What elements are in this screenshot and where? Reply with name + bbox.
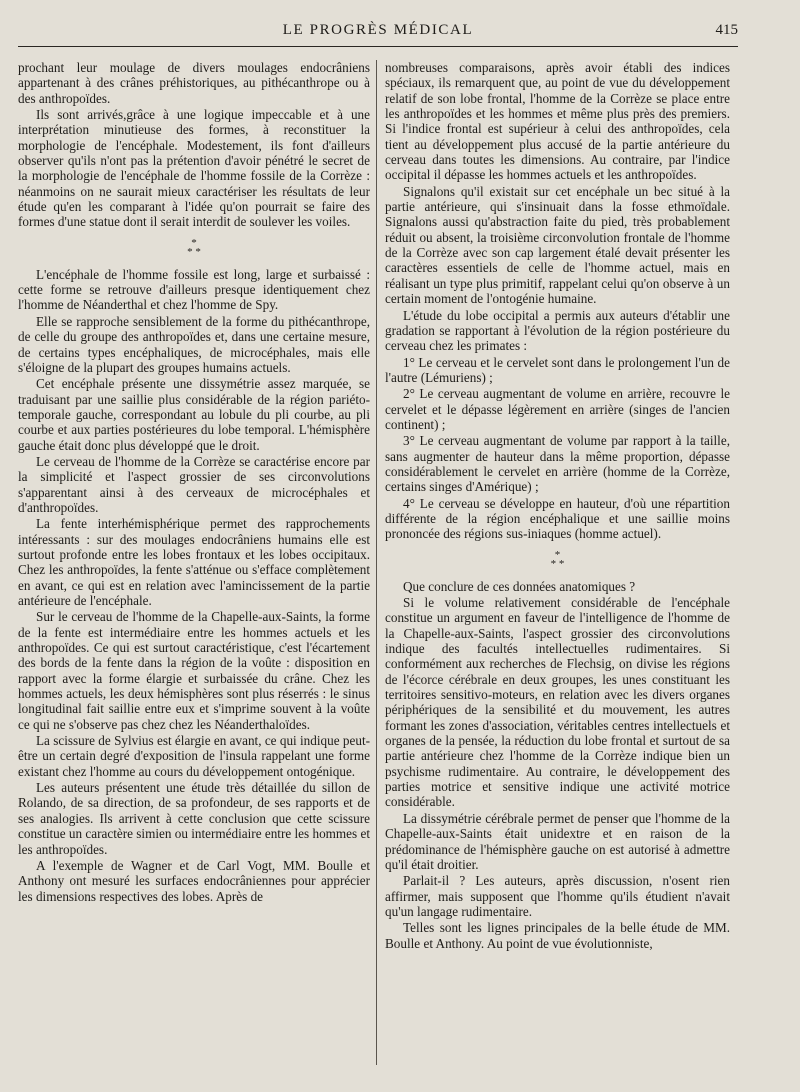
paragraph: Elle se rapproche sensiblement de la forme du pithécanthrope, de celle du groupe des anthropoïdes et, dans une certaine mesure, de certains types encéphaliques, de microcéphales, mais elle s'éloigne de la plupart des groupes humains actuels.	[18, 313, 370, 375]
paragraph: Le cerveau de l'homme de la Corrèze se caractérise encore par la simplicité et l'aspect grossier de ses circonvolutions s'apparentant ainsi à des cerveaux de microcéphales et d'anthropoïdes.	[18, 453, 370, 515]
paragraph: Signalons qu'il existait sur cet encéphale un bec situé à la partie antérieure, qui s'insinuait dans la fosse ethmoïdale. Signalons aussi qu'abstraction faite du pied, très probablement réduit ou absent, la troisième circonvolution frontale de l'homme de la Corrèze avec son cap largement étalé devait présenter les caractères essentiels de celle de l'homme actuel, mais en réalisant un type plus primitif, rappelant celui qu'on observe à un certain moment de l'ontogénie humaine.	[385, 183, 730, 307]
paragraph: L'encéphale de l'homme fossile est long, large et surbaissé : cette forme se retrouve d'ailleurs presque identiquement chez l'homme de Néanderthal et chez l'homme de Spy.	[18, 266, 370, 313]
asterism-bottom: * *	[550, 557, 565, 570]
paragraph: nombreuses comparaisons, après avoir établi des indices spéciaux, ils remarquent que, au point de vue du développement relatif de son lobe frontal, l'homme de la Corrèze se place entre les anthropoïdes et les hommes et même plus près des premiers. Si l'indice frontal est supérieur à celui des anthropoïdes, cela tient au développement plus accusé de la partie antérieure du cerveau dans toutes les dimensions. Au contraire, par l'indice occipital il dépasse les hommes actuels et les anthropoïdes.	[385, 60, 730, 183]
page-number: 415	[715, 22, 738, 38]
paragraph: La scissure de Sylvius est élargie en avant, ce qui indique peut-être un certain degré d'exposition de l'insula rappelant une forme existant chez l'homme au cours du développement ontogénique.	[18, 733, 370, 779]
list-item: 3° Le cerveau augmentant de volume par rapport à la taille, sans augmenter de hauteur dans la même proportion, dépasse considérablement le cervelet en arrière (homme de la Corrèze, certains singes d'Amérique) ;	[385, 433, 730, 495]
paragraph: La fente interhémisphérique permet des rapprochements intéressants : sur des moulages endocrâniens humains elle est surtout profonde entre les lobes frontaux et les lobes occipitaux. Chez les anthropoïdes, la fente s'atténue ou s'efface complètement en avant, ce qui est en relation avec l'amincissement de la partie antérieure de l'encéphale.	[18, 516, 370, 608]
paragraph: prochant leur moulage de divers moulages endocrâniens appartenant à des crânes préhistoriques, au pithécanthrope ou à des anthropoïdes.	[18, 60, 370, 106]
left-column	[18, 60, 370, 904]
column-divider	[376, 60, 377, 1065]
paragraph: Les auteurs présentent une étude très détaillée du sillon de Rolando, de sa direction, de sa profondeur, de ses rapports et de ses analogies. Ils arrivent à cette conclusion que cette scissure constitue un caractère simien ou intermédiaire entre les hommes et les anthropoïdes.	[18, 780, 370, 857]
right-column	[385, 60, 730, 951]
paragraph: Telles sont les lignes principales de la belle étude de MM. Boulle et Anthony. Au point de vue évolutionniste,	[385, 920, 730, 951]
asterism-top: *	[554, 548, 561, 561]
paragraph: Sur le cerveau de l'homme de la Chapelle-aux-Saints, la forme de la fente est intermédiaire entre les hommes actuels et les anthropoïdes. Ce qui est surtout caractéristique, c'est l'écartement des bords de la fente dans la région de la voûte : disposition en rapport avec la forme élargie et surbaissée du crâne. Chez les hommes actuels, les deux hémisphères sont plus réserrés : le sinus longitudinal fait saillie entre eux et s'imprime souvent à la voûte ce qui ne s'observe pas chez chez les Néanderthaloïdes.	[18, 609, 370, 732]
paragraph: L'étude du lobe occipital a permis aux auteurs d'établir une gradation se rapportant à l'évolution de la région postérieure du cerveau chez les primates :	[385, 307, 730, 354]
asterism-bottom: * *	[187, 245, 201, 258]
page-header	[18, 20, 738, 47]
paragraph: Si le volume relativement considérable de l'encéphale constitue un argument en faveur de l'intelligence de l'homme de la Chapelle-aux-Saints, l'aspect grossier des circonvolutions indique des facultés intellectuelles rudimentaires. Si conformément aux recherches de Flechsig, on divise les régions de l'écorce cérébrale en deux groupes, les unes constituant les territoires sensitivo-moteurs, en relation avec les divers organes périphériques de la sensibilité et du mouvement, les autres formant les zones d'association, véritables centres intellectuels et organes de la pensée, la réduction du lobe frontal et surtout de sa partie antérieure chez l'homme de la Corrèze indique bien un psychisme rudimentaire. Au contraire, le développement des parties motrice et sensitive indique une activité motrice considérable.	[385, 595, 730, 810]
list-item: 2° Le cerveau augmentant de volume en arrière, recouvre le cervelet et le dépasse légèrement en arrière (singes de l'ancien continent) ;	[385, 386, 730, 432]
section-asterism	[385, 548, 730, 570]
list-item: 1° Le cerveau et le cervelet sont dans le prolongement l'un de l'autre (Lémuriens) ;	[385, 354, 730, 385]
paragraph: Ils sont arrivés,grâce à une logique impeccable et à une interprétation minutieuse des formes, à reconstituer la morphologie de l'encéphale. Modestement, ils font d'ailleurs observer qu'ils n'ont pas la prétention d'avoir pénétré le secret de la morphologie de l'encéphale de l'homme fossile de la Corrèze : néanmoins on ne saurait mieux caractériser les résultats de leur étude qu'en les comparant à l'idée qu'on pourrait se faire des formes d'une statue dont il serait interdit de soulever les voiles.	[18, 107, 370, 230]
paragraph: Parlait-il ? Les auteurs, après discussion, n'osent rien affirmer, mais supposent que l'homme qu'ils étudient n'avait qu'un langage rudimentaire.	[385, 873, 730, 919]
paragraph: La dissymétrie cérébrale permet de penser que l'homme de la Chapelle-aux-Saints était unidextre et en raison de la prédominance de l'hémisphère gauche on est autorisé à admettre qu'il était droitier.	[385, 810, 730, 872]
paragraph: Que conclure de ces données anatomiques ?	[403, 578, 636, 594]
paragraph: A l'exemple de Wagner et de Carl Vogt, MM. Boulle et Anthony ont mesuré les surfaces endocrâniennes pour apprécier les dimensions respectives des lobes. Après de	[18, 857, 370, 904]
asterism-top: *	[191, 236, 197, 249]
paragraph: Cet encéphale présente une dissymétrie assez marquée, se traduisant par une saillie plus considérable de la région pariéto-temporale gauche, correspondant au lobule du pli courbe, au pli courbe et aux parties postérieures du lobe temporal. L'hémisphère gauche était donc plus développé que le droit.	[18, 376, 370, 453]
running-title: LE PROGRÈS MÉDICAL	[282, 22, 474, 38]
list-item: 4° Le cerveau se développe en hauteur, d'où une répartition différente de la région encéphalique et une saillie moins prononcée des régions sus-iniaques (homme actuel).	[385, 495, 730, 542]
section-asterism	[18, 236, 370, 258]
